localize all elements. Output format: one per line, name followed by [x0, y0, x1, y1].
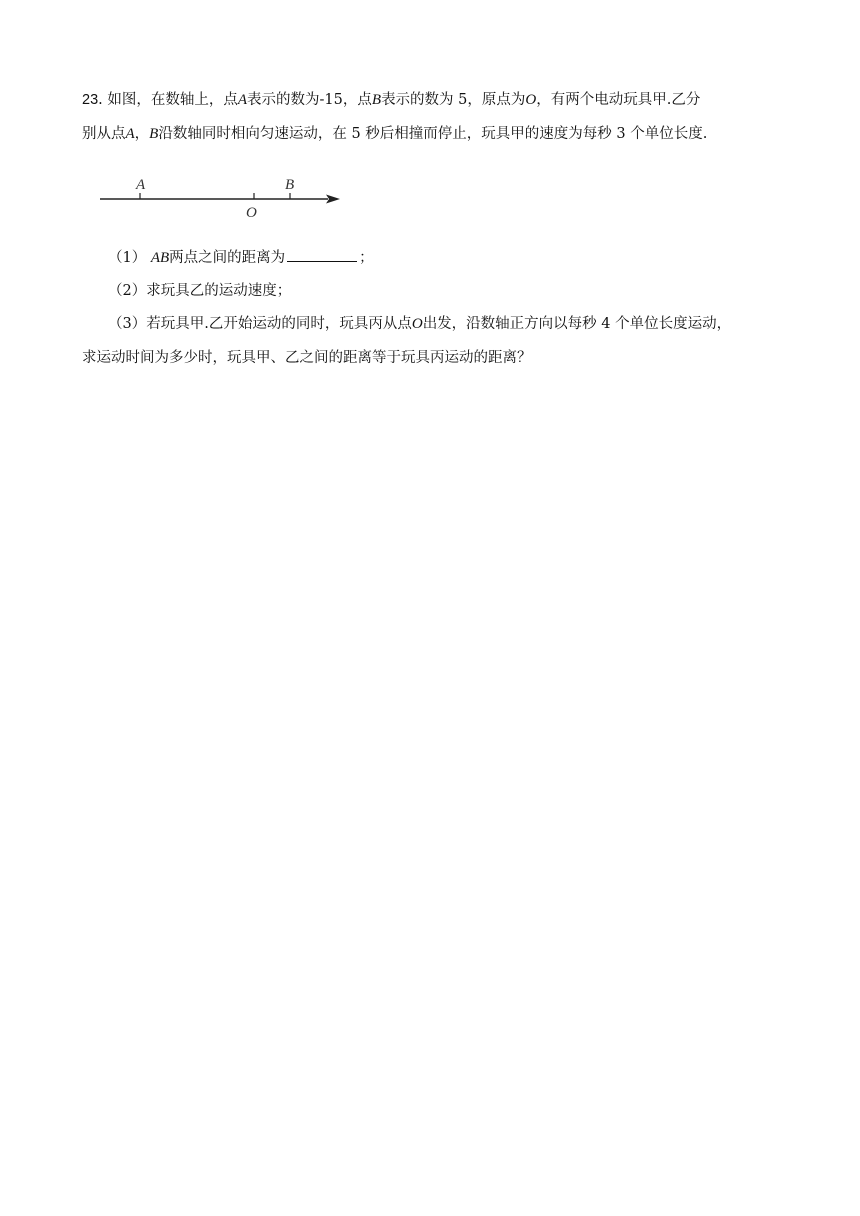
- point-b-var: B: [149, 126, 159, 142]
- question-text: 沿数轴同时相向匀速运动，在 5 秒后相撞而停止，玩具甲的速度为每秒 3 个单位长度.: [158, 126, 708, 142]
- label-b: B: [285, 177, 295, 193]
- question-text: ，: [134, 126, 150, 142]
- axis-arrow-head: [326, 195, 340, 204]
- part-number: （2）: [108, 283, 147, 299]
- point-a-var: A: [125, 126, 135, 142]
- answer-blank[interactable]: [287, 247, 357, 262]
- part-3-line-2: [82, 348, 532, 368]
- question-number-sep: .: [98, 92, 103, 108]
- part-3-line-1: [108, 314, 731, 334]
- number-line-figure: [96, 170, 346, 222]
- question-line-2: [82, 124, 707, 144]
- question-text: 表示的数为 5，原点为: [381, 92, 526, 108]
- part-text: 求玩具乙的运动速度；: [146, 283, 292, 299]
- origin-var: O: [525, 92, 537, 108]
- point-a-var: A: [237, 92, 248, 108]
- part-1: [108, 247, 374, 268]
- question-text: 别从点: [82, 126, 126, 142]
- part-number: （3）: [108, 316, 147, 332]
- part-text: 若玩具甲.乙开始运动的同时，玩具丙从点: [146, 316, 412, 332]
- point-b-var: B: [371, 92, 382, 108]
- question-text: ，有两个电动玩具甲.乙分: [536, 92, 701, 108]
- part-text: 出发，沿数轴正方向以每秒 4 个单位长度运动，: [422, 316, 732, 332]
- question-text: 如图，在数轴上，点: [107, 92, 238, 108]
- part-text: 两点之间的距离为: [169, 250, 286, 266]
- part-number: （1）: [108, 250, 147, 266]
- question-text: 表示的数为-15，点: [247, 92, 372, 108]
- label-o: O: [246, 205, 257, 221]
- segment-ab-var: AB: [150, 250, 170, 266]
- part-text: 求运动时间为多少时，玩具甲、乙之间的距离等于玩具丙运动的距离？: [82, 350, 532, 366]
- question-line-1: [82, 90, 700, 110]
- part-text: ；: [359, 250, 374, 266]
- part-2: [108, 281, 291, 301]
- origin-var: O: [411, 316, 423, 332]
- label-a: A: [136, 177, 146, 193]
- question-number: 23: [82, 92, 99, 108]
